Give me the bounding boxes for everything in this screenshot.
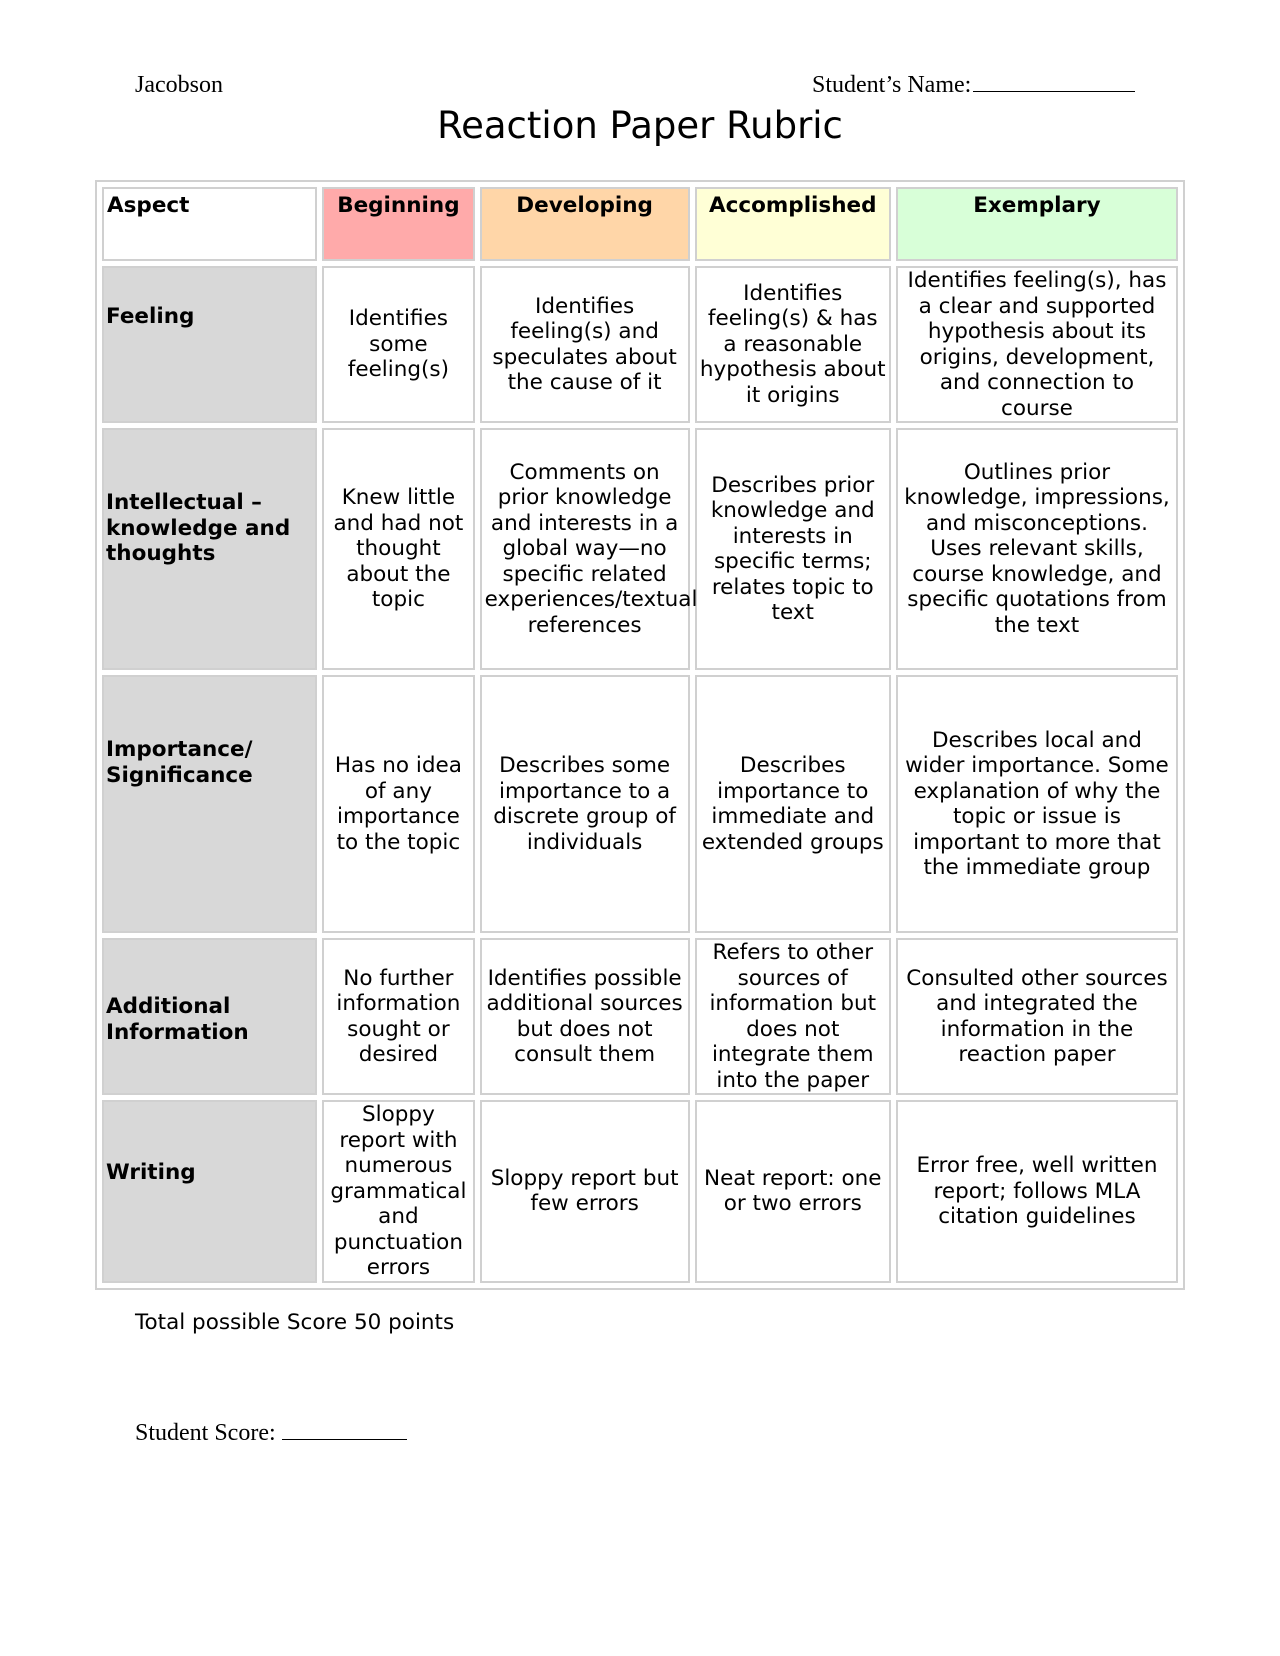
column-header-exemplary: Exemplary — [896, 187, 1178, 261]
column-header-accomplished: Accomplished — [695, 187, 891, 261]
criteria-cell-developing: Identifies feeling(s) and speculates about the cause of it — [480, 266, 690, 423]
aspect-cell: Importance/ Significance — [102, 675, 317, 933]
rubric-table — [95, 180, 1185, 1290]
aspect-cell: Additional Information — [102, 938, 317, 1095]
header-row — [102, 187, 1178, 261]
total-possible-score: Total possible Score 50 points — [135, 1310, 455, 1335]
instructor-name: Jacobson — [135, 72, 223, 98]
student-score-field — [135, 1420, 407, 1447]
criteria-cell-accomplished: Identifies feeling(s) & has a reasonable hypothesis about it origins — [695, 266, 891, 423]
criteria-cell-accomplished: Describes prior knowledge and interests in specific terms; relates topic to text — [695, 428, 891, 670]
student-score-label: Student Score: — [135, 1420, 276, 1446]
aspect-cell: Writing — [102, 1100, 317, 1283]
criteria-cell-beginning: Identifies some feeling(s) — [322, 266, 474, 423]
table-row — [102, 428, 1178, 670]
criteria-cell-exemplary: Describes local and wider importance. Some explanation of why the topic or issue is important to more that the immediate group — [896, 675, 1178, 933]
aspect-cell: Intellectual – knowledge and thoughts — [102, 428, 317, 670]
page-title: Reaction Paper Rubric — [437, 104, 843, 147]
criteria-cell-exemplary: Identifies feeling(s), has a clear and supported hypothesis about its origins, development, and connection to course — [896, 266, 1178, 423]
criteria-cell-beginning: No further information sought or desired — [322, 938, 474, 1095]
table-row — [102, 675, 1178, 933]
student-score-blank — [282, 1438, 407, 1440]
student-name-blank — [973, 90, 1135, 92]
criteria-cell-developing: Describes some importance to a discrete group of individuals — [480, 675, 690, 933]
aspect-cell: Feeling — [102, 266, 317, 423]
student-name-label: Student’s Name: — [812, 72, 972, 98]
criteria-cell-exemplary: Error free, well written report; follows MLA citation guidelines — [896, 1100, 1178, 1283]
criteria-cell-accomplished: Describes importance to immediate and extended groups — [695, 675, 891, 933]
criteria-cell-beginning: Sloppy report with numerous grammatical and punctuation errors — [322, 1100, 474, 1283]
table-row — [102, 1100, 1178, 1283]
student-name-field — [812, 72, 1135, 99]
criteria-cell-accomplished: Refers to other sources of information but does not integrate them into the paper — [695, 938, 891, 1095]
criteria-cell-beginning: Knew little and had not thought about the topic — [322, 428, 474, 670]
column-header-aspect: Aspect — [102, 187, 317, 261]
column-header-developing: Developing — [480, 187, 690, 261]
table-row — [102, 938, 1178, 1095]
table-row — [102, 266, 1178, 423]
criteria-cell-developing: Sloppy report but few errors — [480, 1100, 690, 1283]
criteria-cell-accomplished: Neat report: one or two errors — [695, 1100, 891, 1283]
criteria-cell-developing: Comments on prior knowledge and interests in a global way—no specific related experiences/textual references — [480, 428, 690, 670]
criteria-cell-exemplary: Consulted other sources and integrated the information in the reaction paper — [896, 938, 1178, 1095]
criteria-cell-developing: Identifies possible additional sources but does not consult them — [480, 938, 690, 1095]
criteria-cell-beginning: Has no idea of any importance to the topic — [322, 675, 474, 933]
criteria-cell-exemplary: Outlines prior knowledge, impressions, and misconceptions. Uses relevant skills, course knowledge, and specific quotations from the text — [896, 428, 1178, 670]
column-header-beginning: Beginning — [322, 187, 474, 261]
